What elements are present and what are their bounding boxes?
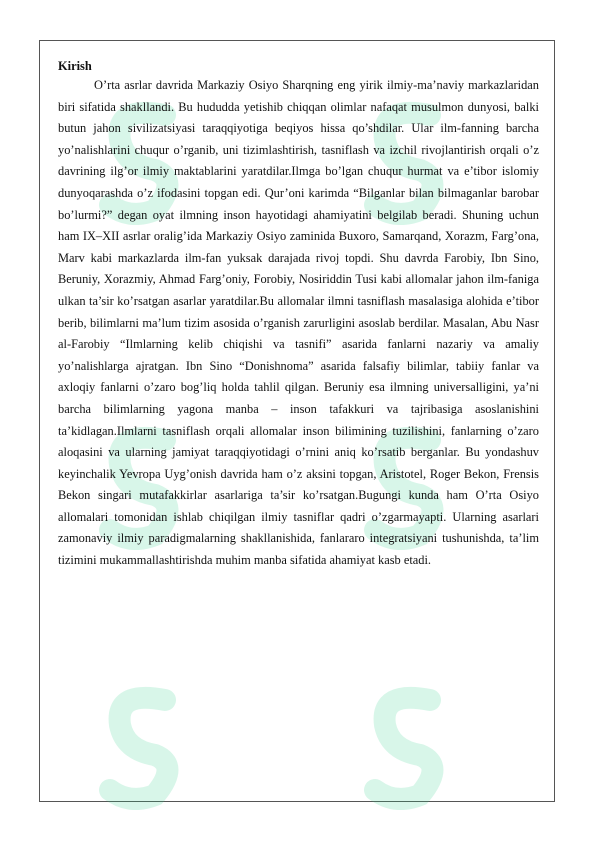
watermark-icon: [360, 680, 450, 810]
document-body: [58, 57, 539, 572]
watermark-icon: [95, 680, 185, 810]
section-heading: Kirish: [58, 59, 92, 73]
body-paragraph: O’rta asrlar davrida Markaziy Osiyo Sharqning eng yirik ilmiy-ma’naviy markazlaridan biri sifatida shakllandi. Bu hududda yetishib chiqqan olimlar nafaqat musulmon dunyosi, balki butun jahon sivilizatsiyasi taraqqiyotiga beqiyos hissa qo’shdilar. Ular ilm-fanning barcha yo’nalishlarini chuqur o’rganib, uni tizimlashtirish, tasniflash va izchil rivojlantirish orqali o’z davrining ilg’or ilmiy maktablarini yaratdilar.Ilmga bo’lgan chuqur hurmat va e’tibor islomiy dunyoqarashda o’z ifodasini topgan edi. Qur’oni karimda “Bilganlar bilan bilmaganlar barobar bo’lurmi?” degan oyat ilmning inson hayotidagi ahamiyatini belgilab beradi. Shuning uchun ham IX–XII asrlar oralig’ida Markaziy Osiyo zaminida Buxoro, Samarqand, Xorazm, Farg’ona, Marv kabi markazlarda ilm-fan yuksak darajada rivoj topdi. Shu davrda Farobiy, Ibn Sino, Beruniy, Xorazmiy, Ahmad Farg’oniy, Forobiy, Nosiriddin Tusi kabi allomalar jahon ilm-faniga ulkan ta’sir ko’rsatgan asarlar yaratdilar.Bu allomalar ilmni tasniflash masalasiga alohida e’tibor berib, bilimlarni ma’lum tizim asosida o’rganish zarurligini asoslab berdilar. Masalan, Abu Nasr al-Farobiy “Ilmlarning kelib chiqishi va tasnifi” asarida fanlarni nazariy va amaliy yo’nalishlarga ajratgan. Ibn Sino “Donishnoma” asarida falsafiy bilimlar, tabiiy fanlar va axloqiy fanlarni o’zaro bog’liq holda tahlil qilgan. Beruniy esa ilmning universalligini, ya’ni barcha bilimlarning yagona manba – inson tafakkuri va tajribasiga asoslanishini ta’kidlagan.Ilmlarni tasniflash orqali allomalar inson bilimining tuzilishini, fanlarning o’zaro aloqasini va ularning jamiyat taraqqiyotidagi o’rnini aniq ko’rsatib berganlar. Bu yondashuv keyinchalik Yevropa Uyg’onish davrida ham o’z aksini topgan, Aristotel, Roger Bekon, Frensis Bekon singari mutafakkirlar asarlariga ta’sir ko’rsatgan.Bugungi kunda ham O’rta Osiyo allomalari tomonidan ishlab chiqilgan ilmiy tasniflar qadri o’zgarmayapti. Ularning asarlari zamonaviy ilmiy paradigmalarning shakllanishida, fanlararo integratsiyani tushunishda, ta’lim tizimini mukammallashtirishda muhim manba sifatida ahamiyat kasb etadi.: [58, 78, 539, 568]
